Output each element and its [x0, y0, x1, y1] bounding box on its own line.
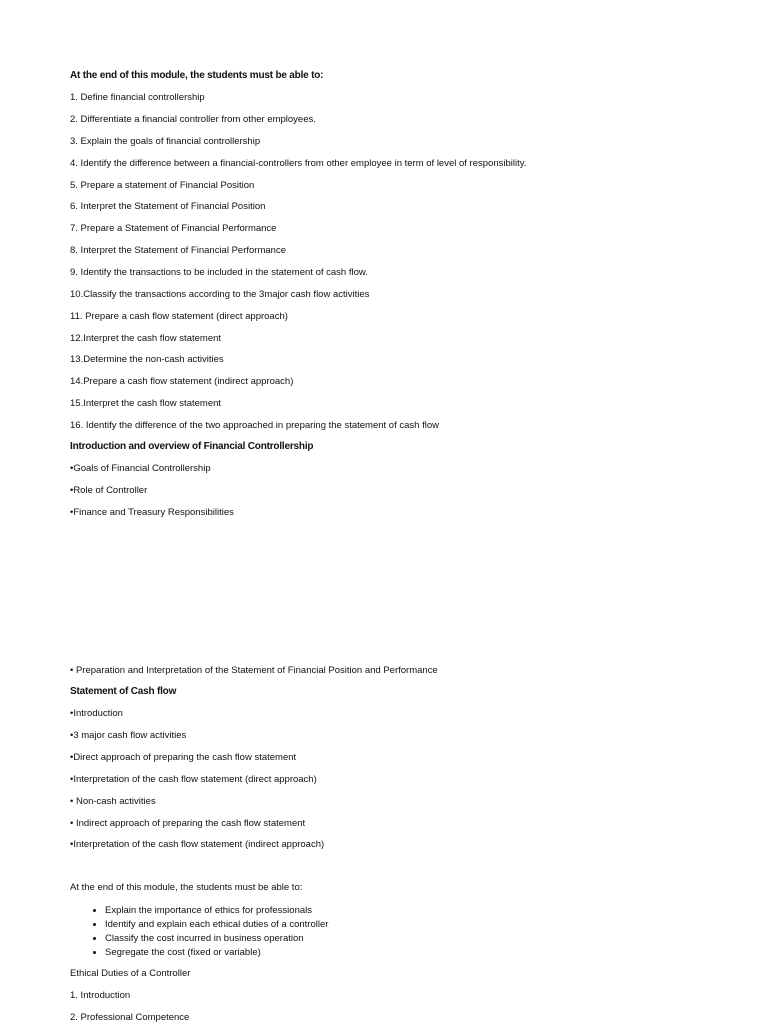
- ethics-objectives-list: [70, 904, 328, 960]
- cash-flow-heading: Statement of Cash flow: [70, 686, 177, 697]
- ethical-duties-item: 1. Introduction: [70, 990, 131, 1001]
- list-item: • Classify the cost incurred in business operation: [105, 932, 328, 946]
- list-item: • Explain the importance of ethics for professionals: [105, 904, 328, 918]
- objective-item: 6. Interpret the Statement of Financial Position: [70, 201, 266, 212]
- objective-item: 2. Differentiate a financial controller from other employees.: [70, 114, 316, 125]
- objective-item: 12.Interpret the cash flow statement: [70, 333, 222, 344]
- list-item: • Segregate the cost (fixed or variable): [105, 946, 328, 960]
- intro-item: •Role of Controller: [70, 485, 148, 496]
- cash-flow-item: •3 major cash flow activities: [70, 730, 187, 741]
- list-item: • Identify and explain each ethical duties of a controller: [105, 918, 328, 932]
- intro-item: •Goals of Financial Controllership: [70, 463, 211, 474]
- cash-flow-item: •Interpretation of the cash flow statement (indirect approach): [70, 839, 325, 850]
- cash-flow-item: •Direct approach of preparing the cash flow statement: [70, 752, 297, 763]
- cash-flow-item: •Interpretation of the cash flow statement (direct approach): [70, 774, 317, 785]
- objective-item: 8. Interpret the Statement of Financial Performance: [70, 245, 286, 256]
- objective-item: 3. Explain the goals of financial controllership: [70, 136, 261, 147]
- objective-item: 7. Prepare a Statement of Financial Performance: [70, 223, 277, 234]
- objective-item: 10.Classify the transactions according to the 3major cash flow activities: [70, 289, 370, 300]
- cash-flow-item: •Introduction: [70, 708, 123, 719]
- ethical-duties-item: 2. Professional Competence: [70, 1012, 190, 1023]
- preparation-item: • Preparation and Interpretation of the Statement of Financial Position and Performance: [70, 665, 438, 676]
- objective-item: 5. Prepare a statement of Financial Position: [70, 180, 255, 191]
- objective-item: 9. Identify the transactions to be included in the statement of cash flow.: [70, 267, 368, 278]
- objective-item: 14.Prepare a cash flow statement (indirect approach): [70, 376, 294, 387]
- intro-heading: Introduction and overview of Financial Controllership: [70, 441, 314, 452]
- objective-item: 1. Define financial controllership: [70, 92, 205, 103]
- ethical-duties-heading: Ethical Duties of a Controller: [70, 968, 191, 979]
- cash-flow-item: • Indirect approach of preparing the cash flow statement: [70, 818, 306, 829]
- objective-item: 4. Identify the difference between a financial-controllers from other employee in term of level of responsibility.: [70, 158, 527, 169]
- objective-item: 16. Identify the difference of the two approached in preparing the statement of cash flow: [70, 420, 439, 431]
- module-objectives-heading: At the end of this module, the students must be able to:: [70, 882, 303, 893]
- objective-item: 15.Interpret the cash flow statement: [70, 398, 222, 409]
- cash-flow-item: • Non-cash activities: [70, 796, 156, 807]
- intro-item: •Finance and Treasury Responsibilities: [70, 507, 234, 518]
- objectives-heading: At the end of this module, the students must be able to:: [70, 70, 324, 81]
- objective-item: 11. Prepare a cash flow statement (direct approach): [70, 311, 288, 322]
- objective-item: 13.Determine the non-cash activities: [70, 354, 224, 365]
